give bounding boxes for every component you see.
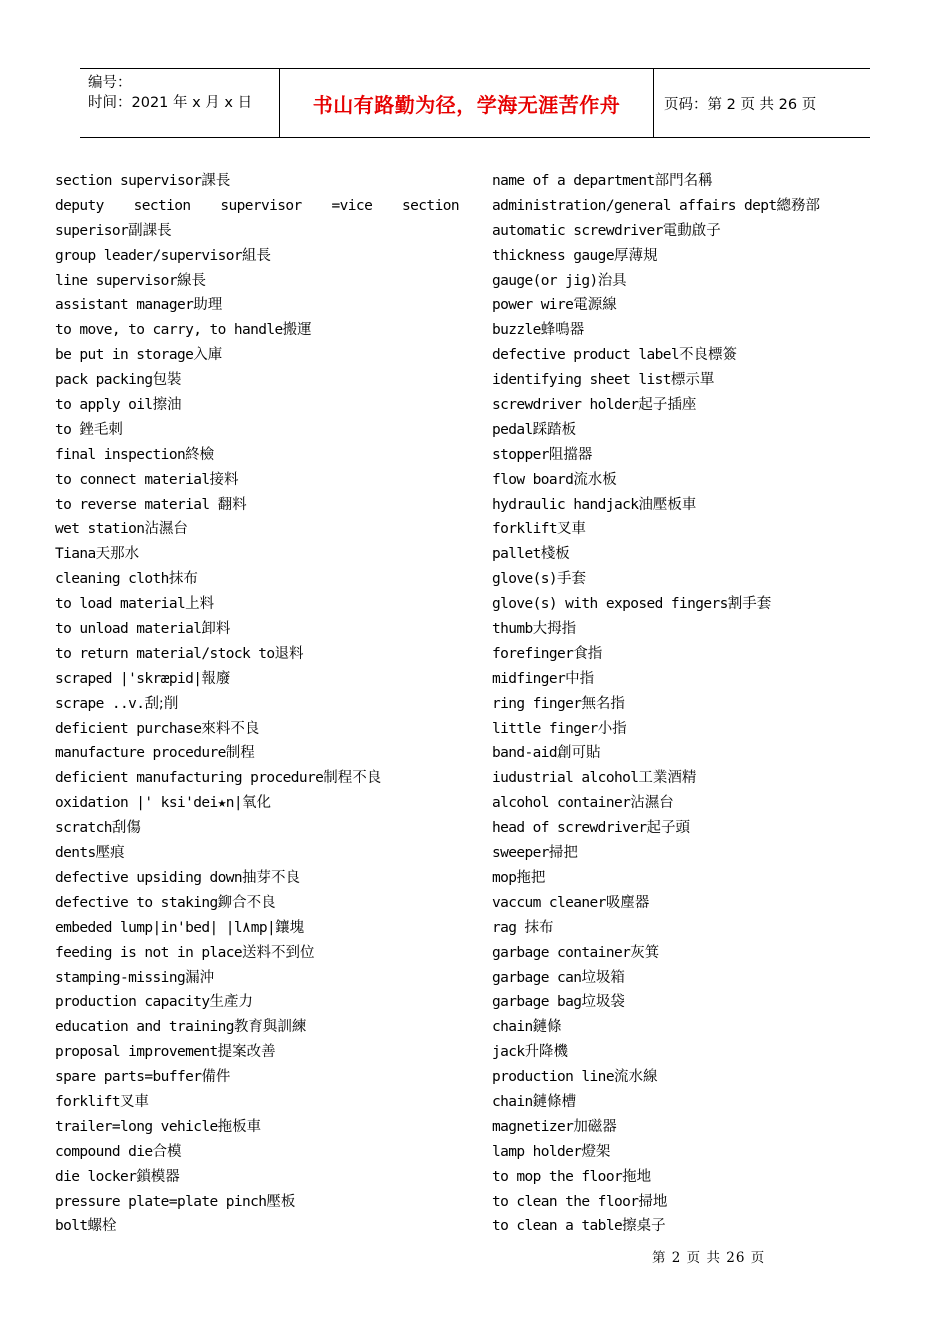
glossary-term-en: name of a department [492, 173, 655, 189]
glossary-term-en: to reverse material [55, 496, 218, 513]
glossary-entry [492, 1165, 892, 1190]
glossary-entry [55, 1140, 459, 1165]
glossary-entry [492, 741, 892, 766]
glossary-entry [492, 1090, 892, 1115]
glossary-term-zh: 叉車 [557, 521, 587, 538]
glossary-term-en: to apply oil [55, 397, 153, 414]
glossary-term-zh: 標示單 [670, 372, 715, 389]
glossary-entry [492, 343, 892, 368]
glossary-term-zh: 助理 [193, 297, 223, 314]
glossary-term-zh: 刮;削 [144, 695, 179, 712]
glossary-term-zh: 鏈條槽 [532, 1093, 577, 1110]
glossary-entry [492, 990, 892, 1015]
glossary-entry [492, 667, 892, 692]
glossary-term-en: mop [492, 869, 517, 886]
glossary-entry [492, 1214, 892, 1239]
glossary-entry [492, 468, 892, 493]
glossary-term-zh: 灰箕 [630, 944, 660, 961]
glossary-entry [55, 169, 459, 194]
glossary-entry [492, 841, 892, 866]
glossary-term-en: assistant manager [55, 297, 194, 314]
glossary-term-zh: 終檢 [185, 446, 215, 463]
glossary-term-en: forklift [492, 521, 558, 538]
glossary-term-zh: 線長 [176, 272, 206, 289]
glossary-term-zh: 流水板 [573, 471, 617, 488]
glossary-term-en: jack [492, 1044, 525, 1061]
glossary-term-zh: 鏈條 [532, 1019, 562, 1036]
glossary-term-zh: 包裝 [152, 372, 182, 389]
glossary-term-en: to clean a table [492, 1218, 623, 1235]
glossary-term-zh: 擦油 [152, 397, 182, 414]
glossary-term-zh: 卸料 [201, 621, 231, 638]
glossary-term-en: line supervisor [55, 272, 177, 289]
glossary-term-en: scratch [55, 820, 112, 837]
glossary-entry [492, 567, 892, 592]
glossary-term-zh: 燈架 [581, 1143, 611, 1160]
glossary-term-en: thumb [492, 621, 533, 638]
glossary-entry [55, 1214, 459, 1239]
glossary-term-en: embeded lump|in'bed| |l٨mp| [55, 919, 276, 936]
glossary-term-en: trailer=long vehicle [55, 1118, 218, 1135]
glossary-term-zh: 送料不到位 [241, 944, 315, 961]
glossary-term-en: be put in storage [55, 347, 194, 364]
glossary-term-part: =vice [331, 197, 373, 214]
glossary-entry [492, 244, 892, 269]
glossary-entry [492, 542, 892, 567]
page-footer: 第 2 页 共 26 页 [652, 1250, 766, 1266]
glossary-entry [492, 493, 892, 518]
glossary-term-en: to connect material [55, 471, 210, 488]
glossary-term-en: pressure plate=plate pinch [55, 1193, 267, 1210]
glossary-term-en: identifying sheet list [492, 372, 671, 389]
glossary-term-zh: 天那水 [95, 546, 140, 563]
glossary-term-zh: 搬運 [282, 322, 312, 339]
glossary-term-en: deficient manufacturing procedure [55, 770, 324, 787]
glossary-term-en: power wire [492, 297, 574, 314]
glossary-term-en: deficient purchase [55, 720, 202, 737]
glossary-term-en: production capacity [55, 994, 210, 1011]
glossary-term-zh: 阻擋器 [548, 446, 593, 463]
glossary-entry [492, 194, 892, 219]
glossary-term-zh: 掃地 [638, 1193, 668, 1210]
glossary-term-en: wet station [55, 521, 145, 538]
glossary-term-zh: 割手套 [727, 596, 772, 613]
glossary-term-en: education and training [55, 1019, 234, 1036]
glossary-term-zh: 備件 [201, 1069, 231, 1086]
glossary-entry [55, 443, 459, 468]
glossary-term-zh: 抹布 [524, 919, 554, 936]
glossary-term-en: pack packing [55, 372, 153, 389]
document-number-label: 编号： [88, 75, 132, 91]
glossary-entry [492, 692, 892, 717]
glossary-term-zh: 抹布 [168, 571, 198, 588]
glossary-term-en: Tiana [55, 546, 96, 563]
glossary-term-zh: 掃把 [548, 845, 578, 862]
glossary-right-column [492, 169, 892, 1239]
glossary-entry [55, 468, 459, 493]
glossary-term-en: band-aid [492, 745, 558, 762]
glossary-entry [492, 269, 892, 294]
glossary-entry [55, 766, 459, 791]
glossary-term-en: flow board [492, 471, 574, 488]
glossary-term-en: manufacture procedure [55, 745, 226, 762]
glossary-entry [492, 642, 892, 667]
glossary-term-en: proposal improvement [55, 1044, 218, 1061]
glossary-entry [55, 1115, 459, 1140]
glossary-entry [55, 343, 459, 368]
glossary-term-part: deputy [55, 197, 104, 214]
glossary-term-en: screwdriver holder [492, 397, 639, 414]
glossary-term-en: hydraulic handjack [492, 496, 639, 513]
glossary-term-en: ring finger [492, 695, 582, 712]
glossary-term-zh: 刮傷 [111, 820, 141, 837]
glossary-term-en: stamping-missing [55, 969, 186, 986]
glossary-term-zh: 鎖模器 [136, 1168, 180, 1185]
glossary-term-zh: 報廢 [201, 670, 231, 687]
glossary-term-en: garbage can [492, 969, 582, 986]
glossary-entry [55, 841, 459, 866]
glossary-entry [492, 169, 892, 194]
page-header [80, 68, 870, 138]
glossary-term-zh: 鑲塊 [275, 919, 305, 936]
glossary-term-zh: 流水線 [613, 1069, 658, 1086]
glossary-term-en: sweeper [492, 845, 549, 862]
glossary-term-en: buzzle [492, 322, 541, 339]
glossary-term-zh: 副課長 [128, 222, 172, 239]
glossary-term-zh: 制程 [225, 745, 255, 762]
glossary-term-zh: 厚薄規 [613, 247, 658, 264]
glossary-term-en: defective product label [492, 347, 679, 364]
glossary-entry [55, 1190, 459, 1215]
glossary-term-zh: 創可貼 [557, 745, 601, 762]
glossary-entry [492, 941, 892, 966]
glossary-term-en: forefinger [492, 645, 574, 662]
glossary-entry [55, 990, 459, 1015]
glossary-term-en: to clean the floor [492, 1193, 639, 1210]
glossary-entry [492, 766, 892, 791]
document-time-label: 时间：2021 年 x 月 x 日 [88, 95, 253, 111]
glossary-entry [492, 966, 892, 991]
glossary-entry [55, 269, 459, 294]
glossary-term-zh: 漏沖 [185, 969, 215, 986]
glossary-term-zh: 中指 [565, 670, 595, 687]
glossary-term-en: final inspection [55, 446, 186, 463]
glossary-entry [492, 816, 892, 841]
glossary-term-en: scrape ..v. [55, 695, 145, 712]
glossary-term-zh: 擦桌子 [622, 1218, 666, 1235]
glossary-term-en: production line [492, 1069, 614, 1086]
glossary-term-zh: 沾濕台 [144, 521, 188, 538]
header-page-cell [654, 69, 870, 137]
glossary-term-zh: 螺栓 [87, 1218, 117, 1235]
glossary-term-zh: 來料不良 [201, 720, 260, 737]
glossary-term-en: pallet [492, 546, 541, 563]
glossary-term-en: to move, to carry, to handle [55, 322, 283, 339]
glossary-term-en: rag [492, 919, 525, 936]
glossary-term-zh: 大拇指 [532, 621, 577, 638]
glossary-term-zh: 拖地 [622, 1168, 652, 1185]
glossary-term-zh: 鉚合不良 [217, 894, 276, 911]
glossary-entry [55, 1040, 459, 1065]
glossary-term-en: spare parts=buffer [55, 1069, 202, 1086]
glossary-term-zh: 生產力 [209, 994, 253, 1011]
glossary-term-zh: 課長 [201, 173, 231, 189]
glossary-term-en: lamp holder [492, 1143, 582, 1160]
glossary-entry [492, 418, 892, 443]
glossary-entry [55, 941, 459, 966]
glossary-term-en: feeding is not in place [55, 944, 242, 961]
glossary-term-zh: 組長 [241, 247, 271, 264]
glossary-entry [55, 642, 459, 667]
glossary-entry [55, 244, 459, 269]
glossary-entry [55, 966, 459, 991]
glossary-term-zh: 電源線 [573, 297, 617, 314]
header-motto: 书山有路勤为径，学海无涯苦作舟 [312, 92, 621, 117]
glossary-term-zh: 吸塵器 [605, 894, 650, 911]
header-motto-cell [280, 69, 654, 137]
header-page-code: 页码：第 2 页 共 26 页 [664, 96, 817, 113]
glossary-term-zh: 食指 [573, 645, 603, 662]
header-meta-cell [80, 69, 280, 137]
glossary-term-en: superisor [55, 222, 129, 239]
glossary-term-en: pedal [492, 421, 533, 438]
glossary-term-en: group leader/supervisor [55, 247, 242, 264]
glossary-entry [492, 517, 892, 542]
glossary-term-part: section [133, 197, 191, 214]
glossary-term-zh: 垃圾箱 [581, 969, 625, 986]
glossary-term-zh: 壓痕 [95, 845, 125, 862]
glossary-entry [55, 542, 459, 567]
glossary-entry [492, 318, 892, 343]
glossary-term-en: scraped |'skræpid| [55, 670, 202, 687]
glossary-term-zh: 蜂鳴器 [540, 322, 585, 339]
glossary-entry [55, 418, 459, 443]
glossary-term-zh: 叉車 [120, 1093, 150, 1110]
glossary-term-zh: 教育與訓練 [233, 1019, 307, 1036]
glossary-entry [55, 916, 459, 941]
glossary-entry [492, 219, 892, 244]
glossary-term-en: section supervisor [55, 173, 202, 189]
glossary-entry [492, 1065, 892, 1090]
glossary-term-en: glove(s) [492, 571, 558, 588]
glossary-entry [492, 1190, 892, 1215]
glossary-entry [55, 517, 459, 542]
glossary-term-zh: 加磁器 [573, 1118, 617, 1135]
glossary-term-en: chain [492, 1093, 533, 1110]
glossary-term-zh: 沾濕台 [630, 795, 674, 812]
glossary-entry [55, 1065, 459, 1090]
glossary-term-en: iudustrial alcohol [492, 770, 639, 787]
glossary-term-en: thickness gauge [492, 247, 614, 264]
glossary-term-en: stopper [492, 446, 549, 463]
glossary-entry [492, 891, 892, 916]
glossary-term-en: administration/general affairs dept [492, 197, 777, 214]
glossary-term-en: defective to staking [55, 894, 218, 911]
glossary-entry [55, 493, 459, 518]
glossary-term-zh: 無名指 [581, 695, 625, 712]
glossary-term-en: gauge(or jig) [492, 272, 598, 289]
glossary-entry [55, 368, 459, 393]
glossary-term-en: little finger [492, 720, 598, 737]
glossary-entry [492, 393, 892, 418]
glossary-entry [492, 1115, 892, 1140]
glossary-term-zh: 工業酒精 [638, 770, 697, 787]
glossary-term-zh: 退料 [274, 645, 304, 662]
glossary-term-zh: 起子插座 [638, 397, 697, 414]
glossary-entry [55, 592, 459, 617]
glossary-term-zh: 翻料 [217, 496, 247, 513]
glossary-term-en: to load material [55, 596, 186, 613]
glossary-entry [492, 293, 892, 318]
glossary-term-part: section [402, 197, 459, 214]
glossary-entry [492, 1040, 892, 1065]
glossary-term-zh: 拖板車 [217, 1118, 262, 1135]
glossary-term-zh: 治具 [597, 272, 627, 289]
glossary-entry [492, 717, 892, 742]
glossary-term-zh: 垃圾袋 [581, 994, 625, 1011]
glossary-term-en: oxidation |' ksi'dei★n| [55, 795, 242, 812]
glossary-term-en: dents [55, 845, 96, 862]
glossary-term-zh: 接料 [209, 471, 239, 488]
glossary-term-en: garbage bag [492, 994, 582, 1011]
glossary-term-zh: 拖把 [516, 869, 546, 886]
glossary-term-en: to mop the floor [492, 1168, 623, 1185]
glossary-term-part: supervisor [220, 197, 302, 214]
glossary-entry [55, 219, 459, 244]
glossary-term-en: die locker [55, 1168, 137, 1185]
glossary-term-zh: 踩踏板 [532, 421, 577, 438]
glossary-term-zh: 起子頭 [646, 820, 690, 837]
glossary-entry [492, 368, 892, 393]
glossary-term-zh: 手套 [557, 571, 587, 588]
glossary-term-zh: 不良標簽 [678, 347, 737, 364]
glossary-term-zh: 總務部 [776, 197, 821, 214]
glossary-term-en: to unload material [55, 621, 202, 638]
glossary-term-en: vaccum cleaner [492, 894, 606, 911]
glossary-entry [55, 1090, 459, 1115]
glossary-term-zh: 銼毛刺 [79, 421, 123, 438]
glossary-entry [55, 194, 459, 219]
glossary-entry [55, 891, 459, 916]
glossary-entry [492, 1140, 892, 1165]
glossary-entry [55, 791, 459, 816]
glossary-term-en: compound die [55, 1143, 153, 1160]
glossary-term-en: midfinger [492, 670, 566, 687]
glossary-entry [55, 617, 459, 642]
glossary-term-en: to [55, 421, 80, 438]
glossary-entry [55, 1015, 459, 1040]
glossary-term-zh: 壓板 [266, 1193, 296, 1210]
glossary-entry [55, 667, 459, 692]
glossary-entry [492, 1015, 892, 1040]
glossary-term-en: to return material/stock to [55, 645, 275, 662]
glossary-entry [55, 567, 459, 592]
glossary-term-en: bolt [55, 1218, 88, 1235]
glossary-term-zh: 合模 [152, 1143, 182, 1160]
glossary-entry [492, 866, 892, 891]
glossary-term-zh: 提案改善 [217, 1044, 276, 1061]
glossary-term-en: cleaning cloth [55, 571, 169, 588]
glossary-entry [492, 791, 892, 816]
glossary-entry [55, 293, 459, 318]
glossary-entry [55, 717, 459, 742]
glossary-term-en: head of screwdriver [492, 820, 647, 837]
glossary-term-en: magnetizer [492, 1118, 574, 1135]
glossary-term-en: defective upsiding down [55, 869, 242, 886]
glossary-term-zh: 電動啟子 [662, 222, 721, 239]
glossary-left-column [55, 169, 459, 1239]
glossary-entry [55, 866, 459, 891]
glossary-term-zh: 氧化 [241, 795, 271, 812]
glossary-term-zh: 入庫 [193, 347, 223, 364]
glossary-entry [55, 692, 459, 717]
glossary-term-zh: 上料 [185, 596, 215, 613]
glossary-entry [55, 318, 459, 343]
glossary-entry [492, 916, 892, 941]
glossary-term-en: forklift [55, 1093, 121, 1110]
glossary-entry [492, 617, 892, 642]
glossary-term-zh: 升降機 [524, 1044, 569, 1061]
glossary-entry [55, 1165, 459, 1190]
glossary-term-zh: 制程不良 [323, 770, 382, 787]
glossary-term-en: glove(s) with exposed fingers [492, 596, 728, 613]
glossary-term-zh: 小指 [597, 720, 627, 737]
glossary-term-en: garbage container [492, 944, 631, 961]
glossary-term-zh: 油壓板車 [638, 496, 697, 513]
glossary-term-zh: 抽芽不良 [241, 869, 300, 886]
glossary-entry [55, 741, 459, 766]
glossary-entry [492, 592, 892, 617]
glossary-term-en: automatic screwdriver [492, 222, 663, 239]
glossary-term-en: chain [492, 1019, 533, 1036]
glossary-entry [492, 443, 892, 468]
glossary-term-zh: 部門名稱 [654, 173, 713, 189]
glossary-term-zh: 棧板 [540, 546, 570, 563]
glossary-entry [55, 393, 459, 418]
glossary-entry [55, 816, 459, 841]
glossary-term-en: alcohol container [492, 795, 631, 812]
